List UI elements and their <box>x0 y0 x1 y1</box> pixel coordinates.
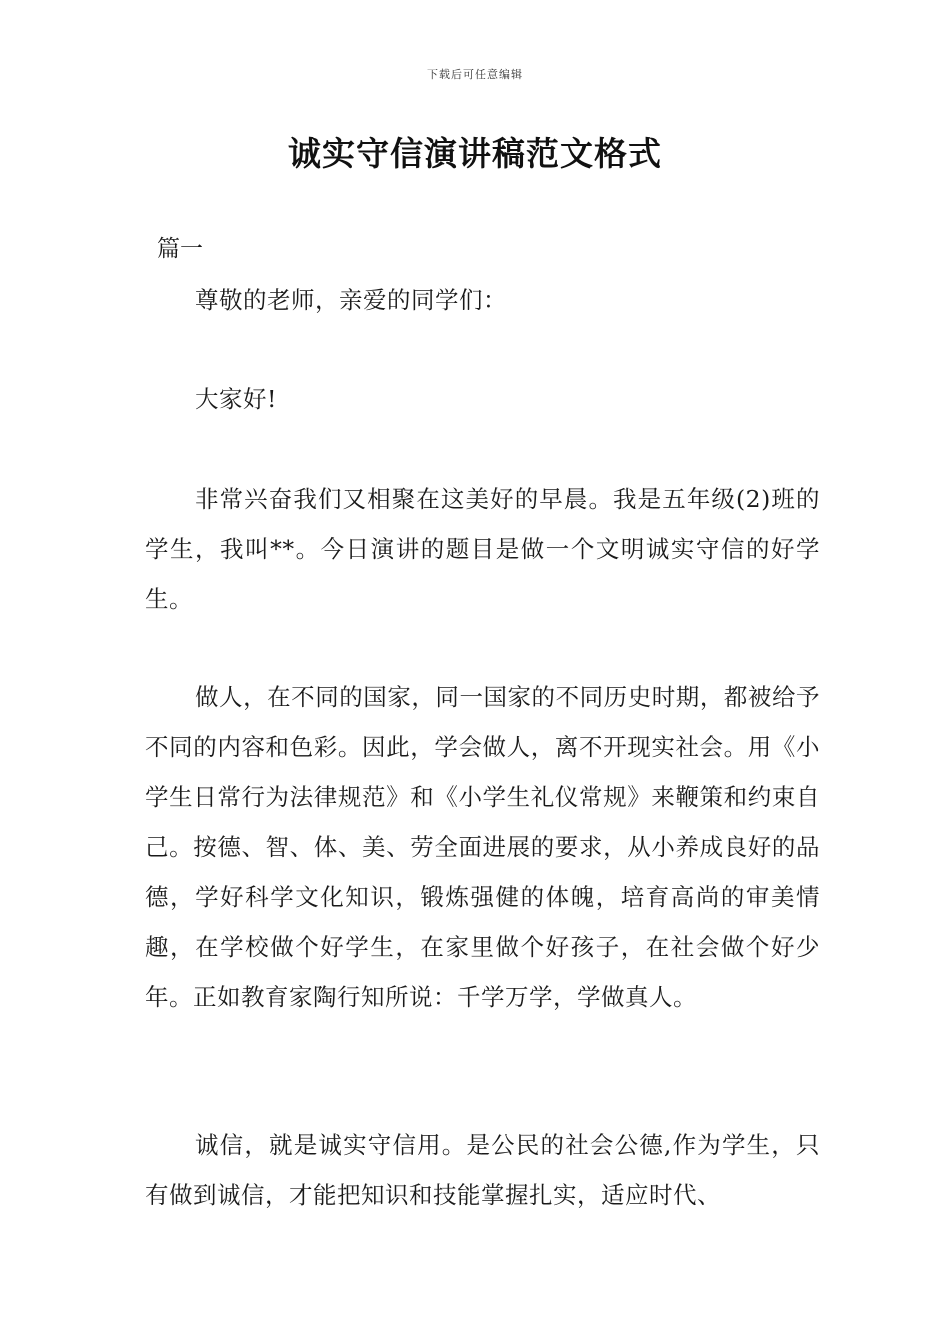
paragraph-hello: 大家好! <box>195 385 277 413</box>
paragraph-conduct: 做人，在不同的国家，同一国家的不同历史时期，都被给予不同的内容和色彩。因此，学会做人，离不开现实社会。用《小学生日常行为法律规范》和《小学生礼仪常规》来鞭策和约束自己。按德、智、体、美、劳全面进展的要求，从小养成良好的品德，学好科学文化知识，锻炼强健的体魄，培育高尚的审美情趣，在学校做个好学生，在家里做个好孩子，在社会做个好少年。正如教育家陶行知所说：千学万学，学做真人。 <box>145 683 820 1011</box>
paragraph-greeting: 尊敬的老师，亲爱的同学们： <box>195 286 507 314</box>
paragraph-honesty: 诚信，就是诚实守信用。是公民的社会公德,作为学生，只有做到诚信，才能把知识和技能掌握扎实，适应时代、 <box>145 1131 820 1209</box>
section-label: 篇一 <box>157 236 203 262</box>
header-note: 下载后可任意编辑 <box>427 68 523 81</box>
document-title: 诚实守信演讲稿范文格式 <box>288 134 662 173</box>
paragraph-intro: 非常兴奋我们又相聚在这美好的早晨。我是五年级(2)班的学生，我叫**。今日演讲的题目是做一个文明诚实守信的好学生。 <box>145 485 820 613</box>
